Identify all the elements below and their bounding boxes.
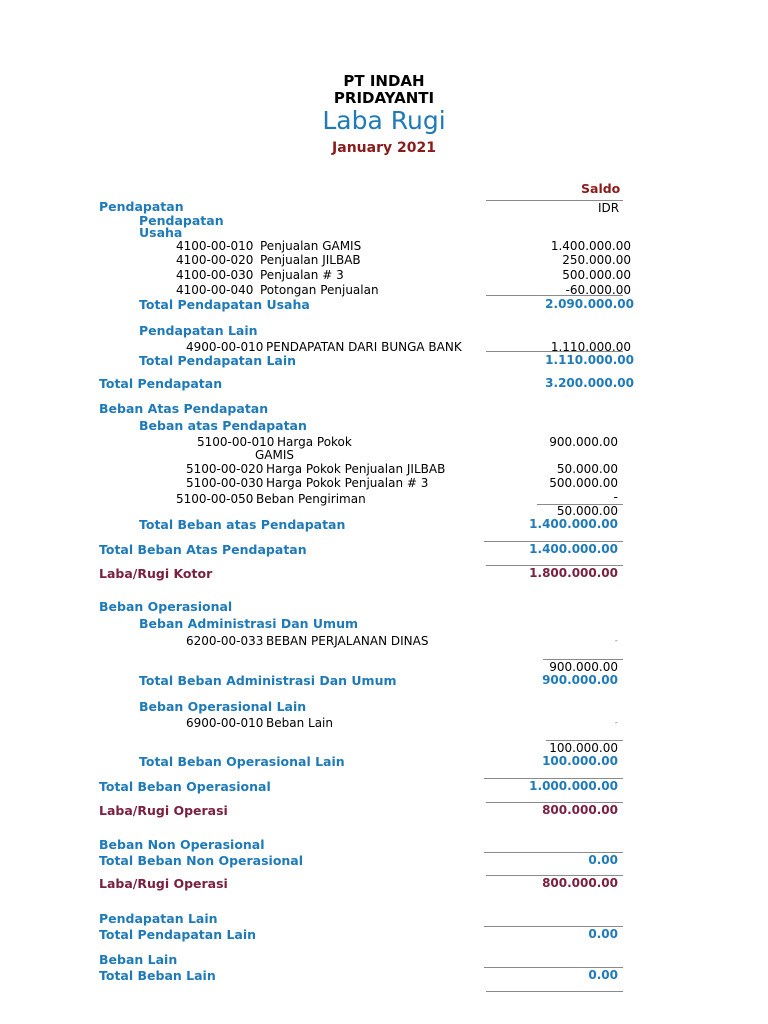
account-value-dash: - <box>614 636 618 646</box>
total-beban-atas-pendapatan-label: Total Beban Atas Pendapatan <box>99 542 307 557</box>
total-pendapatan-lain-bottom-value: 0.00 <box>588 927 618 941</box>
company-name-line2: PRIDAYANTI <box>333 89 435 107</box>
account-name: Harga Pokok Penjualan JILBAB <box>266 462 446 476</box>
account-name: Penjualan # 3 <box>260 268 344 282</box>
section-beban-operasional: Beban Operasional <box>99 599 233 614</box>
subsection-beban-administrasi: Beban Administrasi Dan Umum <box>139 616 359 631</box>
account-value: 100.000.00 <box>549 741 618 755</box>
account-code: 5100-00-050 <box>176 492 254 506</box>
total-beban-operasional-lain-label: Total Beban Operasional Lain <box>139 754 345 769</box>
subsection-pendapatan-usaha-line2: Usaha <box>139 225 183 240</box>
total-beban-operasional-value: 1.000.000.00 <box>529 779 618 793</box>
total-beban-lain-value: 0.00 <box>588 968 618 982</box>
laba-rugi-kotor-value: 1.800.000.00 <box>529 566 618 580</box>
subsection-beban-operasional-lain: Beban Operasional Lain <box>139 699 307 714</box>
account-code: 5100-00-020 <box>186 462 264 476</box>
total-beban-operasional-lain-value: 100.000.00 <box>542 754 618 768</box>
account-value: 900.000.00 <box>549 435 618 449</box>
section-beban-atas-pendapatan: Beban Atas Pendapatan <box>99 401 269 416</box>
section-pendapatan-lain: Pendapatan Lain <box>99 911 218 926</box>
currency-label: IDR <box>598 201 620 215</box>
total-beban-operasional-label: Total Beban Operasional <box>99 779 271 794</box>
account-code: 4100-00-030 <box>176 268 254 282</box>
section-beban-lain: Beban Lain <box>99 952 178 967</box>
account-name: PENDAPATAN DARI BUNGA BANK <box>266 340 462 354</box>
laba-rugi-operasi-value: 800.000.00 <box>542 803 618 817</box>
laba-rugi-kotor-label: Laba/Rugi Kotor <box>99 566 213 581</box>
total-pendapatan-lain-bottom-label: Total Pendapatan Lain <box>99 927 257 942</box>
total-pendapatan-usaha-label: Total Pendapatan Usaha <box>139 297 310 312</box>
account-name-continued: GAMIS <box>255 448 295 462</box>
divider <box>486 351 623 352</box>
account-value-dash: - <box>613 490 618 504</box>
total-beban-administrasi-label: Total Beban Administrasi Dan Umum <box>139 673 397 688</box>
report-title: Laba Rugi <box>322 106 446 135</box>
subsection-pendapatan-lain: Pendapatan Lain <box>139 323 258 338</box>
account-value: 250.000.00 <box>562 253 631 267</box>
total-pendapatan-lain-value: 1.110.000.00 <box>545 353 634 367</box>
subsection-beban-atas-pendapatan: Beban atas Pendapatan <box>139 418 307 433</box>
laba-rugi-operasi-2-value: 800.000.00 <box>542 876 618 890</box>
account-code: 4100-00-020 <box>176 253 254 267</box>
account-value: 500.000.00 <box>549 476 618 490</box>
account-code: 6200-00-033 <box>186 634 264 648</box>
total-beban-atas-pendapatan-sub-value: 1.400.000.00 <box>529 517 618 531</box>
total-pendapatan-usaha-value: 2.090.000.00 <box>545 297 634 311</box>
section-beban-non-operasional: Beban Non Operasional <box>99 837 265 852</box>
account-value: -60.000.00 <box>565 283 631 297</box>
account-name: BEBAN PERJALANAN DINAS <box>266 634 429 648</box>
account-value: 50.000.00 <box>556 462 618 476</box>
account-code: 4100-00-040 <box>176 283 254 297</box>
total-pendapatan-lain-label: Total Pendapatan Lain <box>139 353 297 368</box>
account-name: Beban Lain <box>266 716 333 730</box>
account-value: 1.110.000.00 <box>550 340 631 354</box>
account-code: 5100-00-010 <box>197 435 275 449</box>
total-beban-lain-label: Total Beban Lain <box>99 968 216 983</box>
column-header-saldo: Saldo <box>581 181 621 196</box>
account-value: 50.000.00 <box>556 504 618 518</box>
account-name: Penjualan JILBAB <box>260 253 361 267</box>
laba-rugi-operasi-label: Laba/Rugi Operasi <box>99 803 228 818</box>
total-beban-non-operasional-label: Total Beban Non Operasional <box>99 853 304 868</box>
account-code: 4100-00-010 <box>176 239 254 253</box>
total-beban-non-operasional-value: 0.00 <box>588 853 618 867</box>
total-pendapatan-value: 3.200.000.00 <box>545 376 634 390</box>
account-code: 6900-00-010 <box>186 716 264 730</box>
account-name: Harga Pokok Penjualan # 3 <box>266 476 429 490</box>
report-period: January 2021 <box>332 140 436 156</box>
divider <box>486 295 623 296</box>
account-value: 900.000.00 <box>549 660 618 674</box>
account-code: 5100-00-030 <box>186 476 264 490</box>
total-pendapatan-label: Total Pendapatan <box>99 376 223 391</box>
company-name-line1: PT INDAH <box>343 72 425 90</box>
laba-rugi-operasi-2-label: Laba/Rugi Operasi <box>99 876 228 891</box>
account-name: Penjualan GAMIS <box>260 239 362 253</box>
account-value: 1.400.000.00 <box>550 239 631 253</box>
section-pendapatan: Pendapatan <box>99 199 184 214</box>
account-name: Beban Pengiriman <box>256 492 366 506</box>
total-beban-administrasi-value: 900.000.00 <box>542 673 618 687</box>
subsection-pendapatan-usaha-line1: Pendapatan <box>139 213 224 228</box>
total-beban-atas-pendapatan-value: 1.400.000.00 <box>529 542 618 556</box>
account-value-dash: - <box>614 718 618 728</box>
account-name: Harga Pokok <box>277 435 352 449</box>
total-beban-atas-pendapatan-sub-label: Total Beban atas Pendapatan <box>139 517 346 532</box>
divider <box>486 991 623 992</box>
account-code: 4900-00-010 <box>186 340 264 354</box>
account-name: Potongan Penjualan <box>260 283 379 297</box>
account-value: 500.000.00 <box>562 268 631 282</box>
